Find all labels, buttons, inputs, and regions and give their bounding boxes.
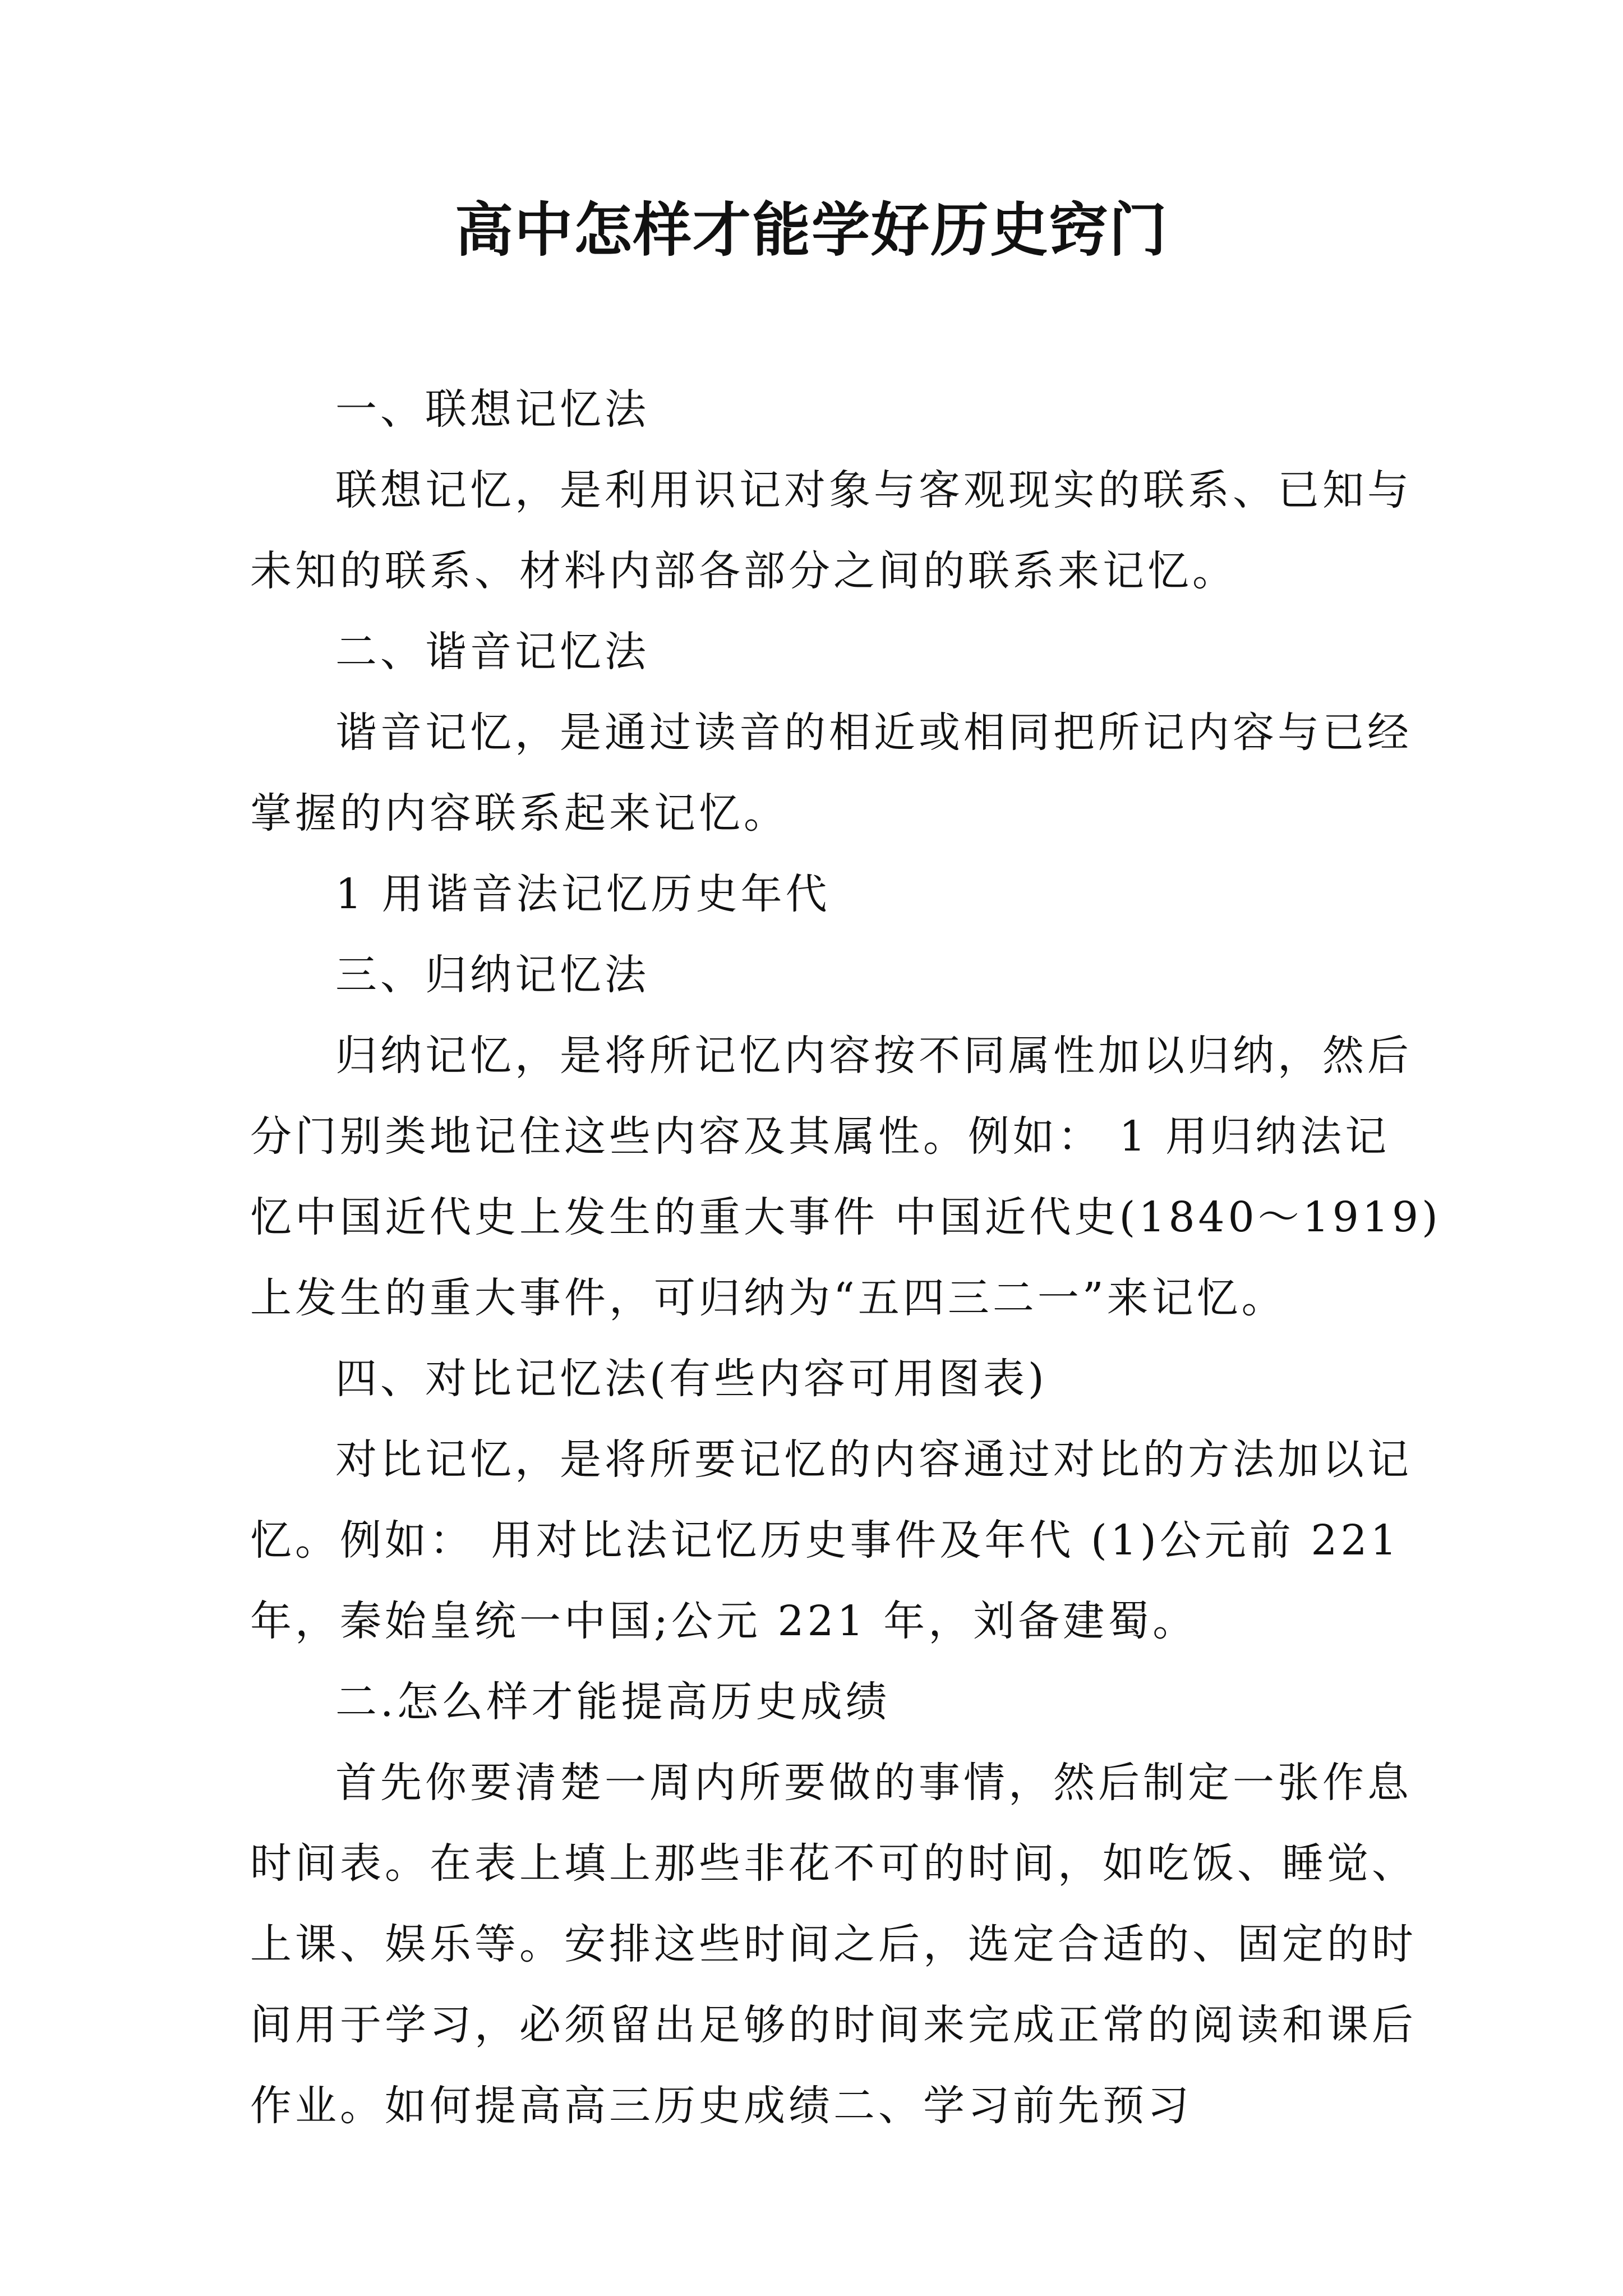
body-line: 时间表。在表上填上那些非花不可的时间，如吃饭、睡觉、 <box>250 1839 1417 1888</box>
body-line: 对比记忆，是将所要记忆的内容通过对比的方法加以记 <box>335 1435 1412 1484</box>
body-line: 联想记忆，是利用识记对象与客观现实的联系、已知与 <box>335 466 1412 514</box>
body-line: 一、联想记忆法 <box>335 385 649 434</box>
body-line: 三、归纳记忆法 <box>335 951 649 999</box>
body-line: 上发生的重大事件，可归纳为“五四三二一”来记忆。 <box>250 1274 1287 1322</box>
body-line: 分门别类地记住这些内容及其属性。例如： 1 用归纳法记 <box>250 1112 1390 1161</box>
body-line: 首先你要清楚一周内所要做的事情，然后制定一张作息 <box>335 1759 1412 1807</box>
body-line: 作业。如何提高高三历史成绩二、学习前先预习 <box>250 2082 1192 2130</box>
document-body <box>250 369 1441 2146</box>
document-title: 高中怎样才能学好历史窍门 <box>454 195 1168 264</box>
body-line: 谐音记忆，是通过读音的相近或相同把所记内容与已经 <box>335 708 1412 757</box>
body-line: 忆中国近代史上发生的重大事件 中国近代史(1840～1919) <box>250 1193 1441 1241</box>
body-line: 上课、娱乐等。安排这些时间之后，选定合适的、固定的时 <box>250 1920 1417 1968</box>
body-line: 掌握的内容联系起来记忆。 <box>250 789 789 838</box>
body-line: 未知的联系、材料内部各部分之间的联系来记忆。 <box>250 547 1237 595</box>
body-line: 年，秦始皇统一中国;公元 221 年，刘备建蜀。 <box>250 1597 1198 1645</box>
body-line: 四、对比记忆法(有些内容可用图表) <box>335 1355 1048 1403</box>
body-line: 二、谐音记忆法 <box>335 628 649 676</box>
body-line: 归纳记忆，是将所记忆内容按不同属性加以归纳，然后 <box>335 1032 1412 1080</box>
body-line: 二.怎么样才能提高历史成绩 <box>335 1678 891 1726</box>
body-line: 间用于学习，必须留出足够的时间来完成正常的阅读和课后 <box>250 2001 1417 2049</box>
body-line: 忆。例如： 用对比法记忆历史事件及年代 (1)公元前 221 <box>250 1516 1400 1565</box>
body-line: 1 用谐音法记忆历史年代 <box>335 870 831 918</box>
